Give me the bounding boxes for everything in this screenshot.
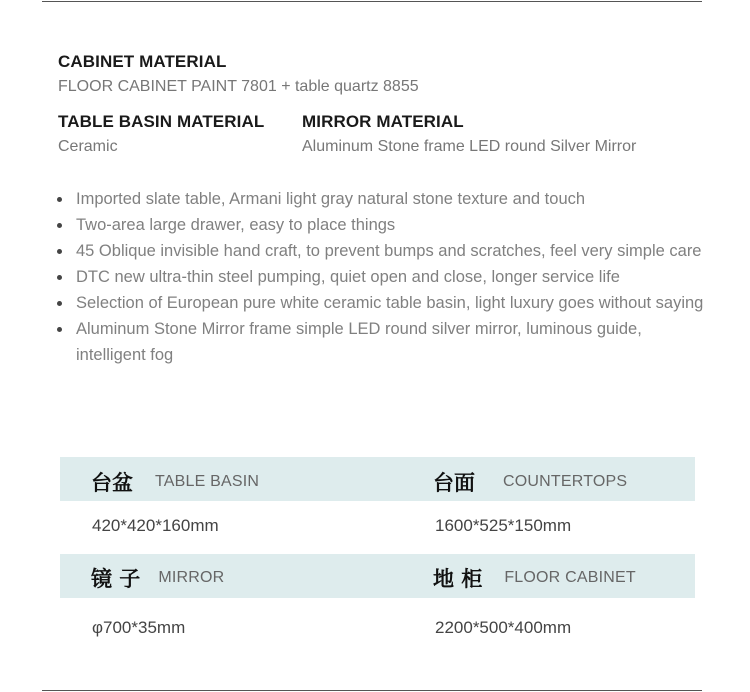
bullet-icon: [57, 249, 62, 254]
spec-floor-cabinet-cn-label: 地 柜: [433, 567, 483, 591]
mirror-material-value: Aluminum Stone frame LED round Silver Mirror: [302, 138, 637, 155]
spec-table-basin-value: 420*420*160mm: [92, 516, 219, 535]
bullet-icon: [57, 197, 62, 202]
spec-floor-cabinet-en-label: FLOOR CABINET: [504, 569, 636, 586]
feature-item: DTC new ultra-thin steel pumping, quiet open and close, longer service life: [54, 264, 714, 290]
bullet-icon: [57, 301, 62, 306]
spec-floor-cabinet-header: [433, 563, 636, 593]
spec-countertops-en-label: COUNTERTOPS: [503, 473, 628, 490]
feature-item: Selection of European pure white ceramic table basin, light luxury goes without saying: [54, 290, 714, 316]
spec-floor-cabinet-value: 2200*500*400mm: [435, 618, 572, 637]
mirror-material-heading: MIRROR MATERIAL: [302, 112, 464, 131]
table-basin-material-value: Ceramic: [58, 138, 118, 155]
cabinet-material-heading: CABINET MATERIAL: [58, 52, 227, 71]
spec-table-basin-cn-label: 台盆: [91, 471, 133, 495]
table-basin-material-heading: TABLE BASIN MATERIAL: [58, 112, 265, 131]
bullet-icon: [57, 275, 62, 280]
feature-item: 45 Oblique invisible hand craft, to prevent bumps and scratches, feel very simple care: [54, 238, 714, 264]
spec-countertops-cn-label: 台面: [433, 471, 475, 495]
bullet-icon: [57, 223, 62, 228]
feature-item: Two-area large drawer, easy to place things: [54, 212, 714, 238]
cabinet-material-value: FLOOR CABINET PAINT 7801 + table quartz 8855: [58, 78, 419, 95]
spec-countertops-header: [433, 467, 627, 497]
spec-mirror-header: [91, 563, 224, 593]
spec-table-basin-en-label: TABLE BASIN: [155, 473, 260, 490]
bullet-icon: [57, 327, 62, 332]
feature-item: Imported slate table, Armani light gray natural stone texture and touch: [54, 186, 714, 212]
spec-mirror-value: φ700*35mm: [92, 618, 186, 637]
bottom-divider: [42, 690, 702, 691]
feature-list: [54, 186, 714, 368]
top-divider: [42, 1, 702, 2]
spec-table-basin-header: [91, 467, 259, 497]
spec-countertops-value: 1600*525*150mm: [435, 516, 572, 535]
feature-item: Aluminum Stone Mirror frame simple LED round silver mirror, luminous guide, intelligent fog: [54, 316, 714, 368]
spec-mirror-cn-label: 镜 子: [91, 567, 141, 591]
spec-mirror-en-label: MIRROR: [158, 569, 225, 586]
